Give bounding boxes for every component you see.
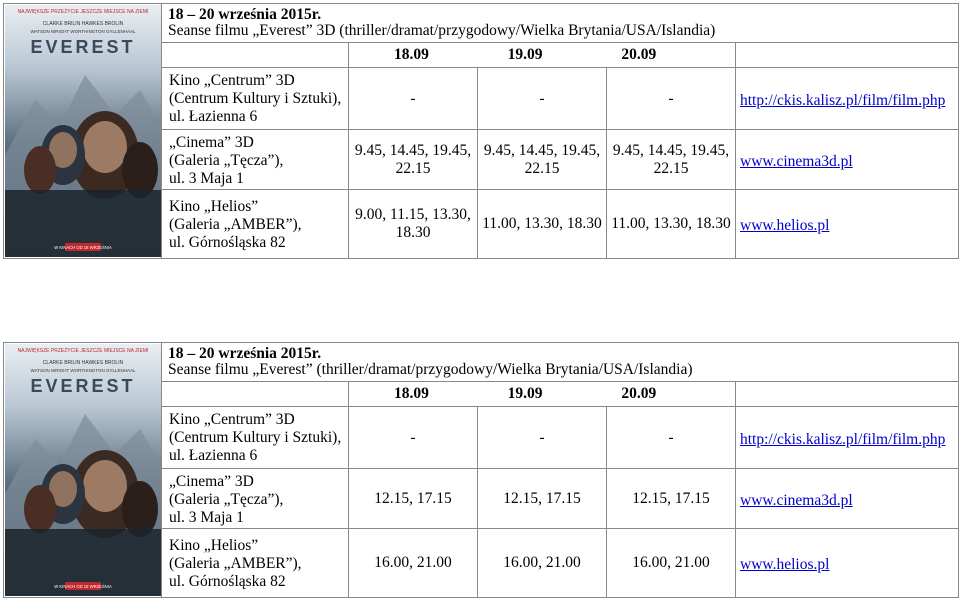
cinema-centrum	[162, 407, 349, 469]
showtimes-cell: -	[349, 68, 478, 130]
link-cell	[736, 469, 959, 529]
cinema-cinema3d	[162, 130, 349, 190]
poster-title: EVEREST	[30, 376, 136, 396]
cinema-link-cinema3d[interactable]: www.cinema3d.pl	[740, 152, 853, 170]
schedule-header	[162, 343, 959, 382]
link-cell	[736, 529, 959, 598]
date-col-2: 19.09	[507, 46, 543, 63]
film-title-line	[168, 23, 958, 39]
cinema-venue: (Galeria „AMBER”),	[169, 555, 302, 572]
date-col-1: 18.09	[394, 46, 429, 63]
showtimes-cell: 9.00, 11.15, 13.30, 18.30	[349, 190, 478, 259]
link-cell	[736, 190, 959, 259]
poster-cell	[4, 4, 162, 259]
date-col-3: 20.09	[621, 46, 657, 63]
schedule-table	[3, 342, 959, 598]
movie-poster	[5, 344, 161, 596]
showtimes-cell: 12.15, 17.15	[607, 469, 736, 529]
empty-cell	[162, 43, 349, 68]
cinema-venue: (Galeria „Tęcza”),	[169, 490, 284, 508]
empty-cell	[736, 43, 959, 68]
cinema-link-cinema3d[interactable]: www.cinema3d.pl	[740, 491, 853, 509]
poster-tagline: NAJWIĘKSZE PRZEŻYCIE JESZCZE MIEJSCE NA ZIEMI	[17, 348, 149, 354]
showtimes-cell: 12.15, 17.15	[349, 469, 478, 529]
cinema-name: Kino „Centrum” 3D	[169, 71, 295, 89]
date-range: 18 – 20 września 2015r.	[168, 6, 322, 23]
cinema-address: ul. 3 Maja 1	[169, 508, 244, 526]
showtimes-cell: 11.00, 13.30, 18.30	[478, 190, 607, 259]
showtimes-cell: -	[478, 407, 607, 469]
link-cell	[736, 130, 959, 190]
date-col-1: 18.09	[394, 385, 429, 402]
cinema-address: ul. 3 Maja 1	[169, 169, 244, 187]
cinema-venue: (Galeria „AMBER”),	[169, 216, 302, 233]
schedule-table	[3, 3, 959, 259]
cinema-venue: (Centrum Kultury i Sztuki),	[169, 89, 342, 107]
cinema-helios	[162, 190, 349, 259]
film-title-line	[168, 362, 958, 378]
showtimes-cell: -	[478, 68, 607, 130]
cinema-address: ul. Łazienna 6	[169, 107, 258, 125]
cinema-name: Kino „Helios”	[169, 198, 259, 215]
empty-cell	[162, 382, 349, 407]
cinema-helios	[162, 529, 349, 598]
cinema-name: „Cinema” 3D	[169, 133, 254, 151]
showtimes-cell: 9.45, 14.45, 19.45, 22.15	[349, 130, 478, 190]
poster-cell	[4, 343, 162, 598]
cinema-address: ul. Górnośląska 82	[169, 573, 286, 590]
schedule-header	[162, 4, 959, 43]
showtimes-cell: 9.45, 14.45, 19.45, 22.15	[478, 130, 607, 190]
showtimes-cell: 16.00, 21.00	[478, 529, 607, 598]
poster-release: W KINACH OD 18 WRZEŚNIA	[54, 584, 112, 589]
showtimes-cell: 11.00, 13.30, 18.30	[607, 190, 736, 259]
poster-cast-1: CLARKE BRILIN HAWKES BROLIN	[42, 21, 124, 27]
link-cell	[736, 407, 959, 469]
date-col-2: 19.09	[507, 385, 543, 402]
cinema-link-centrum[interactable]: http://ckis.kalisz.pl/film/film.php	[740, 91, 946, 109]
poster-release: W KINACH OD 18 WRZEŚNIA	[54, 245, 112, 250]
showtimes-cell: -	[607, 68, 736, 130]
cinema-name: Kino „Centrum” 3D	[169, 410, 295, 428]
film-title-text: Seanse filmu „Everest” (thriller/dramat/przygodowy/Wielka Brytania/USA/Islandia)	[168, 361, 693, 378]
cinema-link-centrum[interactable]: http://ckis.kalisz.pl/film/film.php	[740, 430, 946, 448]
cinema-venue: (Galeria „Tęcza”),	[169, 151, 284, 169]
showtimes-cell: 16.00, 21.00	[607, 529, 736, 598]
cinema-name: „Cinema” 3D	[169, 472, 254, 490]
link-cell	[736, 68, 959, 130]
poster-tagline: NAJWIĘKSZE PRZEŻYCIE JESZCZE MIEJSCE NA ZIEMI	[17, 9, 149, 15]
showtimes-cell: -	[607, 407, 736, 469]
film-title-text: Seanse filmu „Everest” 3D (thriller/dramat/przygodowy/Wielka Brytania/USA/Islandia)	[168, 22, 716, 39]
cinema-venue: (Centrum Kultury i Sztuki),	[169, 428, 342, 446]
cinema-link-helios[interactable]: www.helios.pl	[740, 217, 830, 234]
cinema-centrum	[162, 68, 349, 130]
dates-row	[349, 43, 736, 68]
showtimes-cell: -	[349, 407, 478, 469]
poster-cast-1: CLARKE BRILIN HAWKES BROLIN	[42, 360, 124, 366]
cinema-cinema3d	[162, 469, 349, 529]
movie-poster	[5, 5, 161, 257]
poster-cast-2: WATSON WRIGHT WORTHINGTON GYLLENHAAL	[30, 368, 136, 373]
empty-cell	[736, 382, 959, 407]
cinema-link-helios[interactable]: www.helios.pl	[740, 556, 830, 573]
date-col-3: 20.09	[621, 385, 657, 402]
schedule-block-3d	[3, 3, 958, 259]
dates-row	[349, 382, 736, 407]
cinema-address: ul. Łazienna 6	[169, 446, 258, 464]
date-range: 18 – 20 września 2015r.	[168, 345, 322, 362]
poster-title: EVEREST	[30, 37, 136, 57]
cinema-address: ul. Górnośląska 82	[169, 234, 286, 251]
schedule-block-2d	[3, 342, 958, 598]
showtimes-cell: 12.15, 17.15	[478, 469, 607, 529]
showtimes-cell: 16.00, 21.00	[349, 529, 478, 598]
poster-cast-2: WATSON WRIGHT WORTHINGTON GYLLENHAAL	[30, 29, 136, 34]
cinema-name: Kino „Helios”	[169, 537, 259, 554]
showtimes-cell: 9.45, 14.45, 19.45, 22.15	[607, 130, 736, 190]
